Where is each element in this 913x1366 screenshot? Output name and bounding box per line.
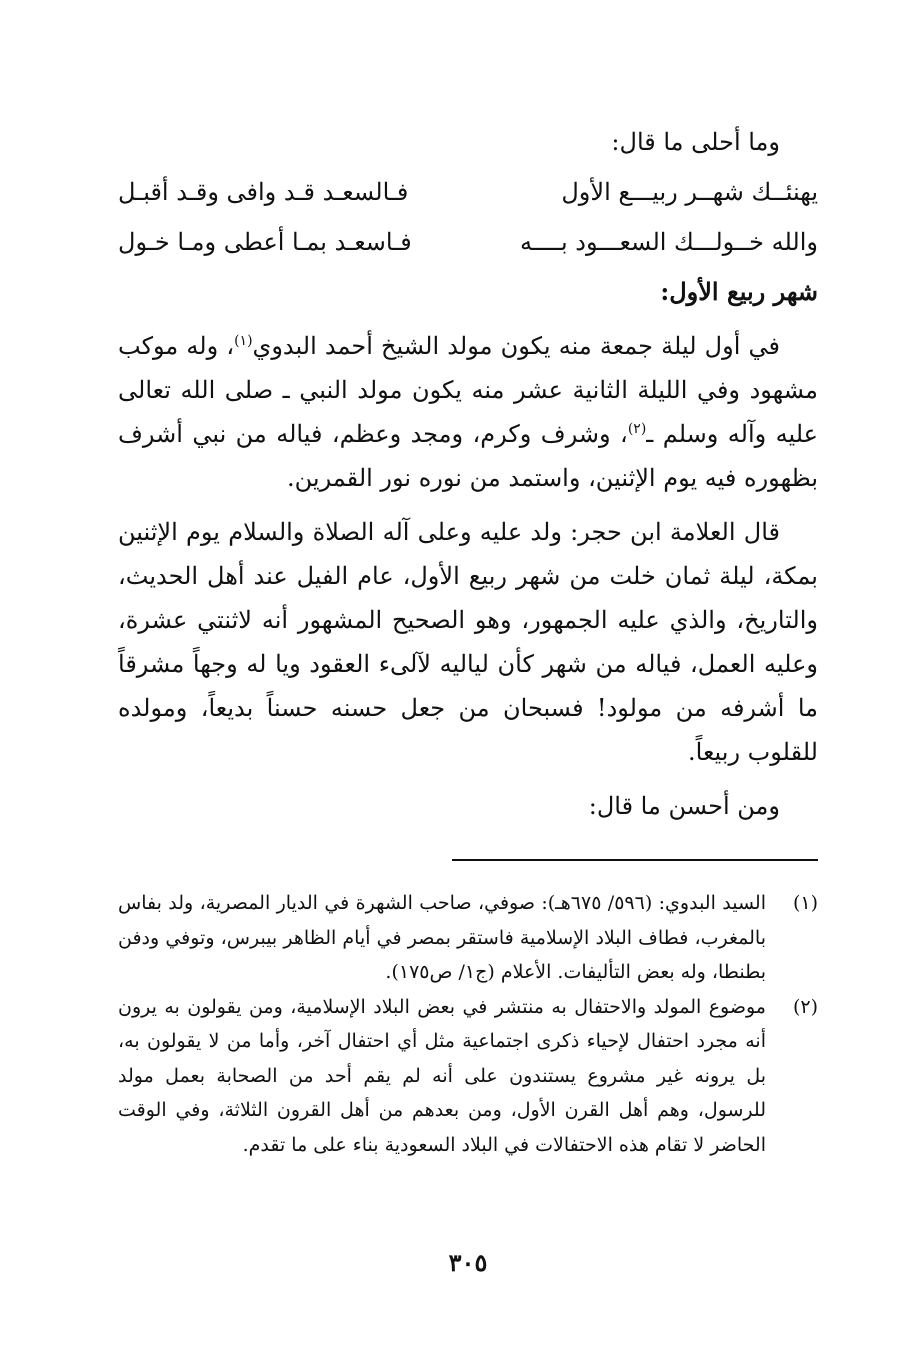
verse-second-hemistich: فـالسعـد قـد وافى وقـد أقبـل — [118, 178, 409, 206]
paragraph: قال العلامة ابن حجر: ولد عليه وعلى آله الصلاة والسلام يوم الإثنين بمكة، ليلة ثمان خلت من شهر ربيع الأول، عام الفيل عند أهل الحديث، والتاريخ، والذي عليه الجمهور، وهو الصحيح المشهور أنه لاثنتي عشرة، وعليه العمل، فياله من شهر كأن لياليه لآلىء العقود ويا له وجهاً مشرقاً ما أشرفه من مولود! فسبحان من جعل حسنه حسناً بديعاً، ومولده للقلوب ربيعاً. — [118, 518, 819, 766]
footnote-number: (١) — [792, 892, 818, 914]
footnote — [118, 886, 818, 990]
poem-verse — [118, 218, 818, 268]
paragraph-text: ، وله موكب مشهود وفي الليلة الثانية عشر منه يكون مولد النبي ـ صلى الله تعالى عليه وآله وسلم ـ — [118, 332, 819, 448]
intro-line: وما أحلى ما قال: — [611, 128, 780, 156]
footnote-text: موضوع المولد والاحتفال به منتشر في بعض البلاد الإسلامية، ومن يقولون به يرون أنه مجرد احتفال لإحياء ذكرى اجتماعية مثل أي احتفال آخر، وأما من لا يقولون به، بل يرونه غير مشروع يستندون على أنه لم يقم أحد من الصحابة بعمل مولد للرسول، وهم أهل القرن الأول، ومن بعدهم من أهل القرون الثلاثة، وفي الوقت الحاضر لا تقام هذه الاحتفالات في البلاد السعودية بناء على ما تقدم. — [118, 995, 766, 1156]
footnote-text: السيد البدوي: (٥٩٦/ ٦٧٥هـ): صوفي، صاحب الشهرة في الديار المصرية، ولد بفاس بالمغرب، فطاف البلاد الإسلامية فاستقر بمصر في أيام الظاهر بيبرس، وتوفي ودفن بطنطا، وله بعض التأليفات. الأعلام (ج١/ ص١٧٥). — [118, 892, 766, 983]
verse-first-hemistich: والله خــولـــك السعـــود بــــه — [519, 228, 818, 256]
paragraph — [118, 324, 818, 500]
footnotes — [118, 886, 818, 1162]
section-heading: شهر ربيع الأول: — [660, 277, 818, 306]
footnote-ref[interactable]: (١) — [234, 333, 253, 349]
verse-second-hemistich: فـاسعـد بمـا أعطى ومـا خـول — [118, 228, 412, 256]
footnote-divider — [452, 859, 818, 861]
outro-line: ومن أحسن ما قال: — [588, 792, 780, 820]
paragraph-text: ، وشرف وكرم، ومجد وعظم، فياله من نبي أشرف بظهوره فيه يوم الإثنين، واستمد من نوره نور القمرين. — [118, 420, 818, 492]
page-number: ٣٠٥ — [448, 1248, 488, 1277]
paragraph-text: في أول ليلة جمعة منه يكون مولد الشيخ أحمد البدوي — [252, 332, 780, 360]
footnote-ref[interactable]: (٢) — [627, 421, 647, 437]
verse-first-hemistich: يهنئــك شهــر ربيـــع الأول — [561, 178, 818, 206]
footnote — [118, 990, 818, 1163]
book-page — [118, 118, 818, 1318]
poem-verse — [118, 168, 818, 218]
footnote-number: (٢) — [792, 995, 818, 1018]
